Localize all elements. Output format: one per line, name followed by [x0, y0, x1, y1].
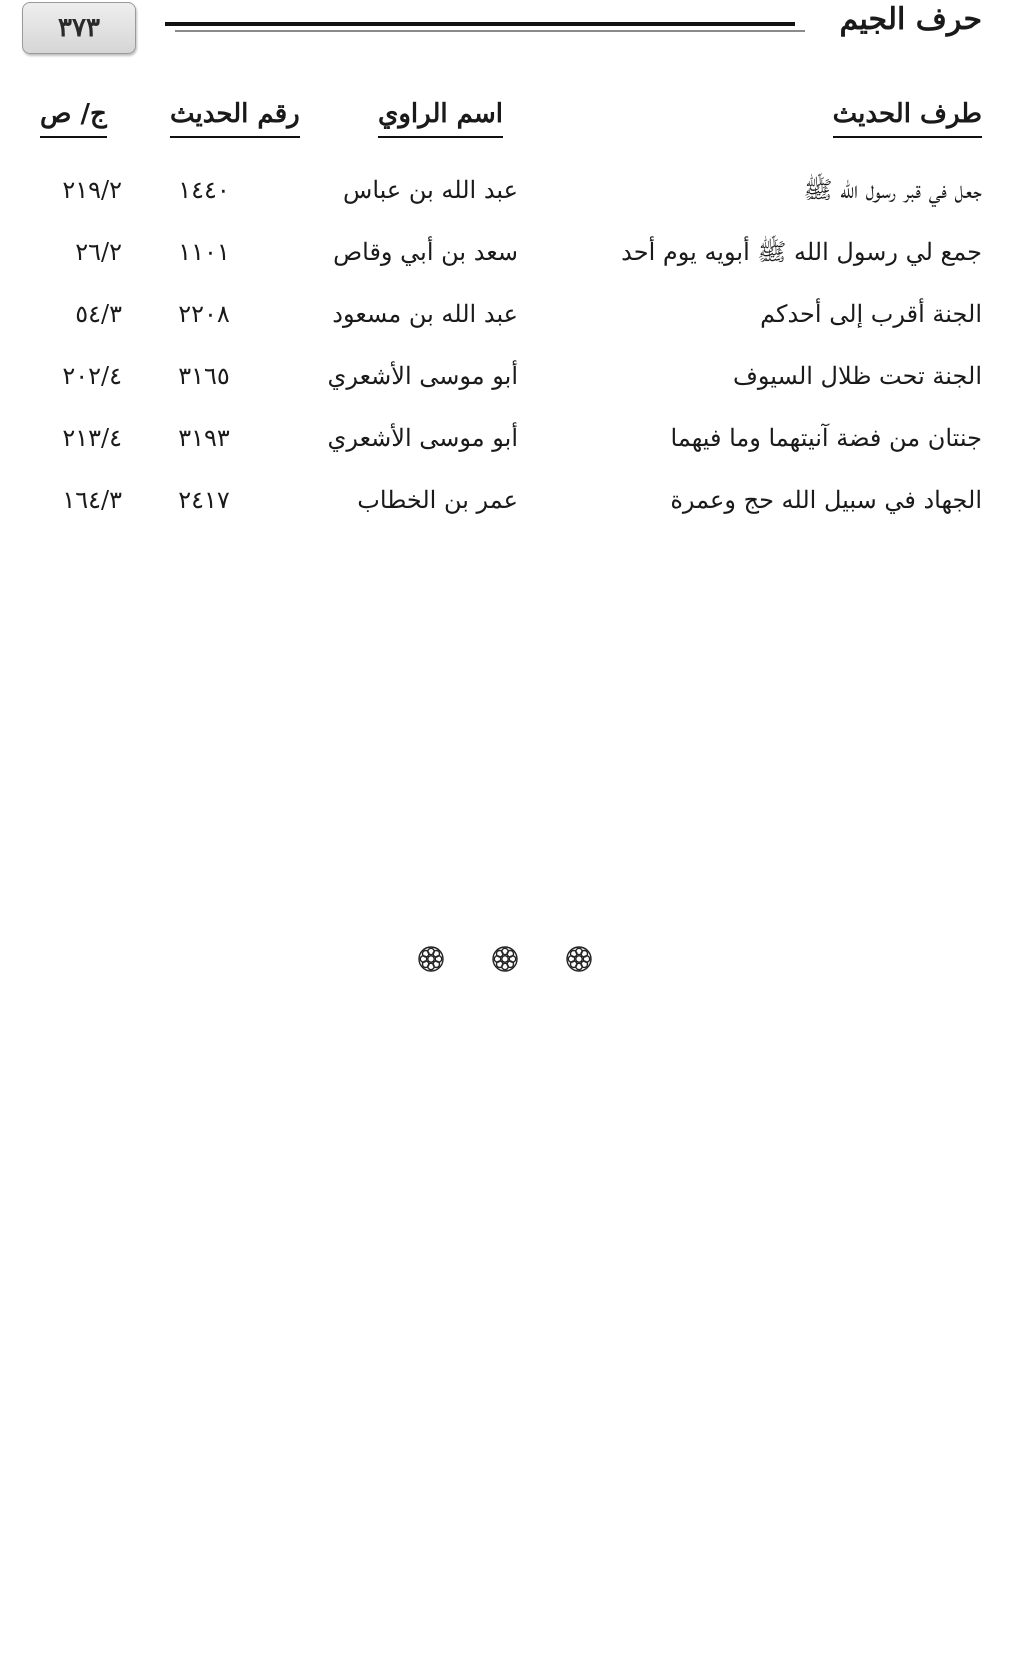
narrator-name: عبد الله بن عباس — [343, 176, 518, 204]
volume-page: ٢٦/٢ — [75, 238, 122, 266]
hadith-phrase: جمع لي رسول الله ﷺ أبويه يوم أحد — [621, 238, 982, 266]
hadith-phrase: الجهاد في سبيل الله حج وعمرة — [670, 486, 982, 514]
section-end-ornaments — [0, 945, 1010, 973]
volume-page: ٥٤/٣ — [75, 300, 122, 328]
page-number-badge: ٣٧٣ — [22, 2, 136, 54]
narrator-name: سعد بن أبي وقاص — [333, 238, 518, 266]
volume-page: ١٦٤/٣ — [62, 486, 122, 514]
hadith-index-table — [0, 168, 1010, 540]
rosette-icon — [491, 945, 519, 973]
table-row — [0, 416, 1010, 478]
table-row — [0, 354, 1010, 416]
volume-page: ٢١٩/٢ — [62, 176, 122, 204]
hadith-phrase: الجنة تحت ظلال السيوف — [733, 362, 982, 390]
chapter-title: حرف الجيم — [839, 2, 982, 37]
hadith-number: ١٤٤٠ — [178, 176, 230, 204]
column-header-narrator: اسم الراوي — [378, 98, 503, 138]
hadith-number: ٣١٩٣ — [178, 424, 230, 452]
hadith-number: ١١٠١ — [178, 238, 230, 266]
narrator-name: عبد الله بن مسعود — [332, 300, 518, 328]
hadith-phrase: الجنة أقرب إلى أحدكم — [760, 300, 982, 328]
table-row — [0, 230, 1010, 292]
hadith-phrase: جنتان من فضة آنيتهما وما فيهما — [670, 424, 982, 452]
table-row — [0, 168, 1010, 230]
hadith-number: ٢٤١٧ — [178, 486, 230, 514]
column-header-phrase: طرف الحديث — [833, 98, 982, 138]
narrator-name: أبو موسى الأشعري — [327, 424, 518, 452]
rosette-icon — [565, 945, 593, 973]
column-header-volume-page: ج/ ص — [40, 98, 107, 138]
volume-page: ٢١٣/٤ — [62, 424, 122, 452]
table-row — [0, 292, 1010, 354]
column-header-number: رقم الحديث — [170, 98, 300, 138]
hadith-number: ٢٢٠٨ — [178, 300, 230, 328]
hadith-phrase: جعل في قبر رسول الله ﷺ — [803, 176, 982, 204]
narrator-name: أبو موسى الأشعري — [327, 362, 518, 390]
header-rule-thin — [175, 30, 805, 32]
rosette-icon — [417, 945, 445, 973]
narrator-name: عمر بن الخطاب — [357, 486, 518, 514]
volume-page: ٢٠٢/٤ — [62, 362, 122, 390]
table-row — [0, 478, 1010, 540]
hadith-number: ٣١٦٥ — [178, 362, 230, 390]
header-rule-thick — [165, 22, 795, 26]
